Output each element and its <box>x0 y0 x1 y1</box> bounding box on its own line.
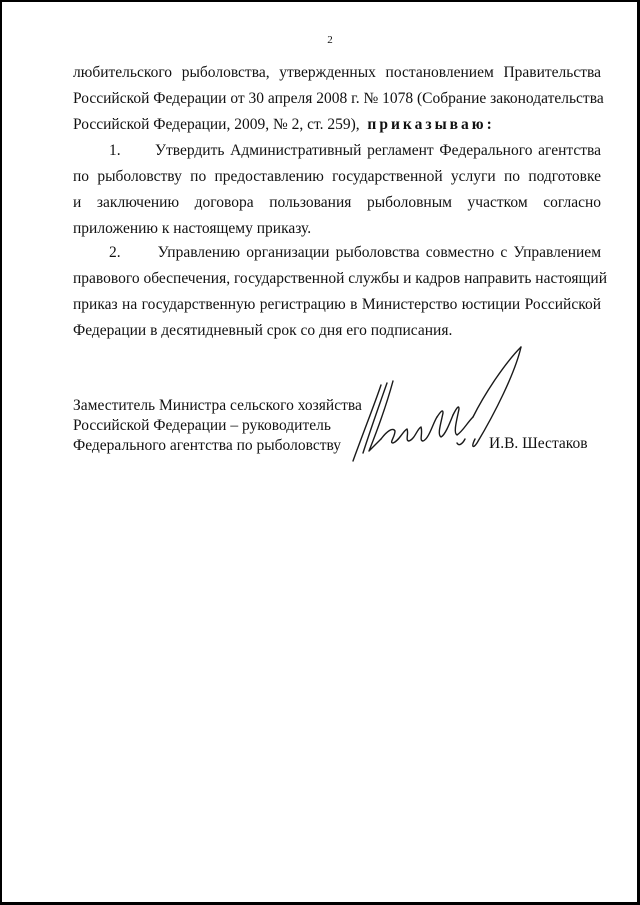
handwritten-signature <box>345 343 530 473</box>
text-line: любительского рыболовства, утвержденных постановлением Правительства <box>73 64 601 81</box>
signer-name: И.В. Шестаков <box>489 435 588 452</box>
page-border-top <box>0 0 640 2</box>
text-line: Федерации в десятидневный срок со дня его подписания. <box>73 322 453 339</box>
paragraph-intro <box>73 60 604 138</box>
paragraph-item-2 <box>73 240 608 344</box>
text-line: Российской Федерации от 30 апреля 2008 г. № 1078 (Собрание законодательства <box>73 90 604 107</box>
text-line: по рыболовству по предоставлению государственной услуги по подготовке <box>73 168 601 185</box>
text-line: приказ на государственную регистрацию в Министерство юстиции Российской <box>73 296 601 313</box>
order-word: приказываю: <box>367 116 495 133</box>
text-line-prefix: Российской Федерации, 2009, № 2, ст. 259), <box>73 116 360 133</box>
signer-title-line: Заместитель Министра сельского хозяйства <box>73 397 362 414</box>
signer-title-line: Российской Федерации – руководитель <box>73 417 331 434</box>
text-line: и заключению договора пользования рыболовным участком согласно <box>73 194 601 211</box>
signer-title-line: Федерального агентства по рыболовству <box>73 437 342 454</box>
paragraph-item-1 <box>73 138 601 242</box>
text-line: правового обеспечения, государственной службы и кадров направить настоящий <box>73 270 608 287</box>
page-number: 2 <box>327 34 333 46</box>
page-border-left <box>0 0 2 905</box>
text-line <box>73 112 601 138</box>
signer-title <box>73 396 362 456</box>
text-line: 2. Управлению организации рыболовства совместно с Управлением <box>109 244 601 261</box>
text-line: 1. Утвердить Административный регламент Федерального агентства <box>109 142 601 159</box>
text-line: приложению к настоящему приказу. <box>73 220 312 237</box>
